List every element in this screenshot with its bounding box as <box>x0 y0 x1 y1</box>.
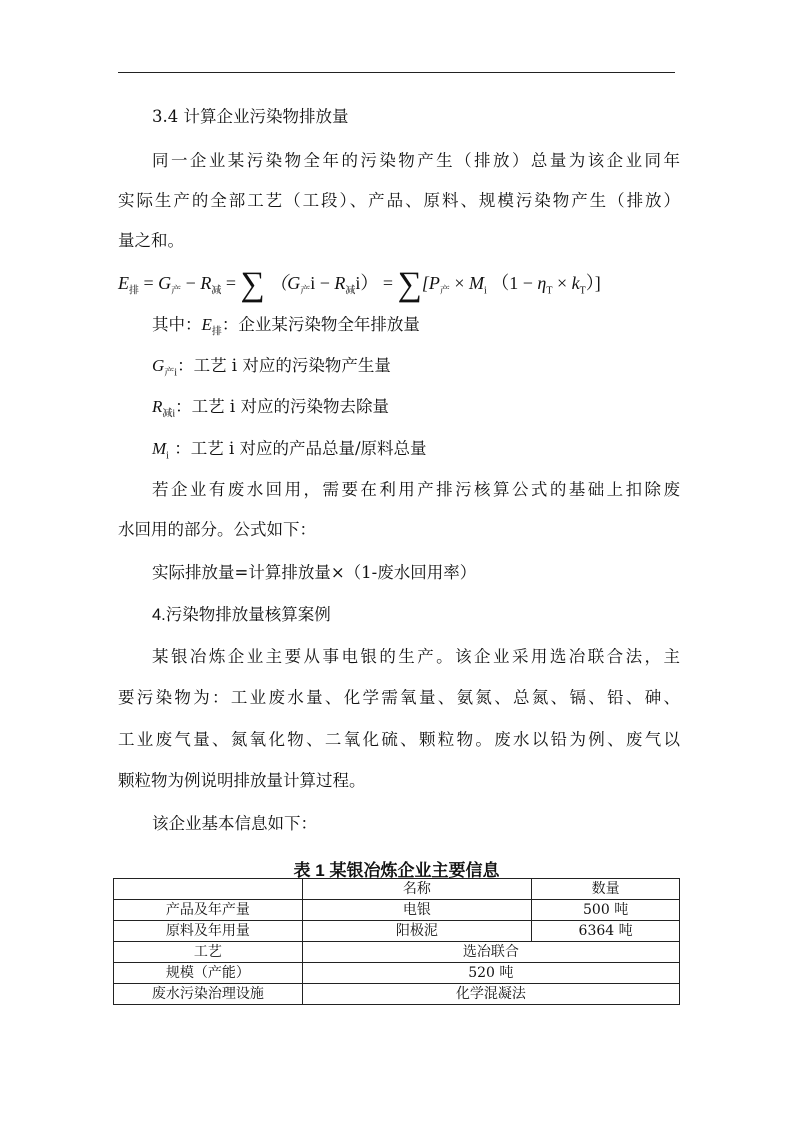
table-cell: 原料及年用量 <box>114 921 303 942</box>
table-cell: 工艺 <box>114 942 303 963</box>
table-title: 表 1 某银冶炼企业主要信息 <box>293 861 500 880</box>
table-row <box>114 921 680 942</box>
table-row <box>114 984 680 1005</box>
table-cell: 产品及年产量 <box>114 900 303 921</box>
paragraph-line: 同一企业某污染物全年的污染物产生（排放）总量为该企业同年 <box>152 151 680 170</box>
paragraph-line: 实际排放量=计算排放量×（1-废水回用率） <box>152 563 477 582</box>
definition-r: $R_{减i}$：工艺 i 对应的污染物去除量 <box>152 397 389 420</box>
definition-g: $G_{产i}$：工艺 i 对应的污染物产生量 <box>152 356 391 379</box>
table-cell: 化学混凝法 <box>302 984 679 1005</box>
table-cell: 选冶联合 <box>302 942 679 963</box>
table-header-row <box>114 879 680 900</box>
table-cell: 规模（产能） <box>114 963 303 984</box>
header-cell <box>114 879 303 900</box>
paragraph-line: 要污染物为：工业废水量、化学需氧量、氨氮、总氮、镉、铅、砷、 <box>118 688 680 707</box>
paragraph-line: 该企业基本信息如下： <box>152 814 317 833</box>
paragraph-line: 量之和。 <box>118 231 184 250</box>
table-row <box>114 942 680 963</box>
table-cell: 500 吨 <box>532 900 680 921</box>
paragraph-line: 颗粒物为例说明排放量计算过程。 <box>118 771 366 790</box>
paragraph-line: 实际生产的全部工艺（工段）、产品、原料、规模污染物产生（排放） <box>118 191 680 210</box>
paragraph-line: 工业废气量、氮氧化物、二氧化硫、颗粒物。废水以铅为例、废气以 <box>118 730 680 749</box>
enterprise-info-table <box>113 878 680 1005</box>
section-heading: 3.4 计算企业污染物排放量 <box>152 107 349 126</box>
table-row <box>114 963 680 984</box>
table-cell: 阳极泥 <box>302 921 532 942</box>
definition-m: $M_i$ ：工艺 i 对应的产品总量/原料总量 <box>152 439 427 462</box>
paragraph-line: 若企业有废水回用，需要在利用产排污核算公式的基础上扣除废 <box>152 480 680 499</box>
header-cell: 数量 <box>532 879 680 900</box>
paragraph-line: 水回用的部分。公式如下： <box>118 520 316 539</box>
header-rule <box>118 72 675 73</box>
table-cell: 废水污染治理设施 <box>114 984 303 1005</box>
emission-formula: $E_排 = G_产 - R_减$ = ∑ $(G_产i - R_减i) = \sum[P_产 \times M_i$ $(1 - \eta_T \times k_T)$] <box>118 266 601 303</box>
definition-e: 其中：$E_排$：企业某污染物全年排放量 <box>152 315 420 338</box>
table-cell: 6364 吨 <box>532 921 680 942</box>
section-4-heading: 4.污染物排放量核算案例 <box>152 606 331 624</box>
paragraph-line: 某银冶炼企业主要从事电银的生产。该企业采用选冶联合法，主 <box>152 647 680 666</box>
table-row <box>114 900 680 921</box>
table-cell: 电银 <box>302 900 532 921</box>
table-cell: 520 吨 <box>302 963 679 984</box>
header-cell: 名称 <box>302 879 532 900</box>
